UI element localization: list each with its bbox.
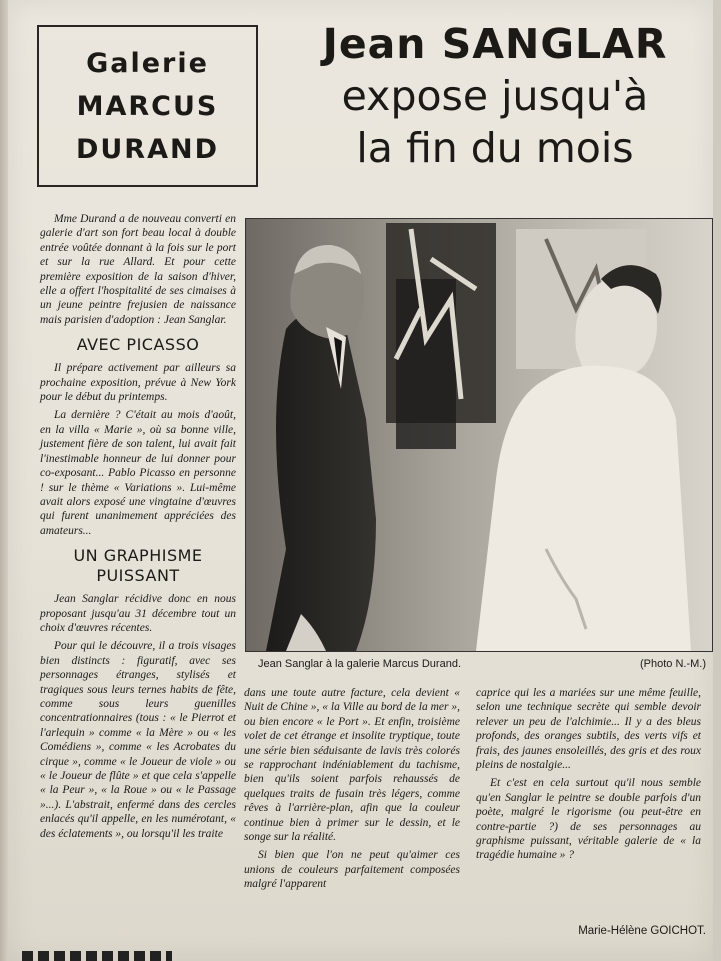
paragraph: Jean Sanglar récidive donc en nous proposant jusqu'au 31 décembre tout un choix d'œuvres récentes. xyxy=(40,593,236,634)
paragraph: caprice qui les a mariées sur une même feuille, selon une technique secrète qui semble devoir relever un peu de l'alchimie... Il y a des bleus profonds, des oranges subtils, des verts vifs et frais, des jaunes ensoleillés, des gris et des roux pleins de nostalgie... xyxy=(476,687,701,772)
photo-credit: (Photo N.-M.) xyxy=(639,658,706,670)
gallery-line-1: Galerie xyxy=(86,47,209,79)
paragraph: dans une toute autre facture, cela devient « Nuit de Chine », « la Ville au bord de la mer », ou bien encore « le Port ». Et enfin, troisième volet de cet étrange et insolite tryptique, toute une série bien séduisante de lavis très colorés se rapprochant indéniablement du tachisme, bien qu'ils soient parfois rehaussés de quelques traits de fusain très légers, comme rêves à l'arrière-plan, afin que la couleur continue bien à primer sur le dessin, et le songe sur la réalité. xyxy=(244,687,460,844)
next-article-strip xyxy=(8,947,713,961)
paragraph: Il prépare activement par ailleurs sa prochaine exposition, prévue à New York pour le début du printemps. xyxy=(40,362,236,404)
paragraph: Pour qui le découvre, il a trois visages bien distincts : figuratif, avec ses personnages étranges, stylisés et tragiques sous leurs ternes habits de fête, comme sous leurs guenilles concentrationnaires (tous : « le Pierrot et l'arlequin » comme « la Mère » ou « les Comédiens », comme « les Acrobates du cirque », comme « le Joueur de viole » ou « le Joueur de flûte » et que cela s'appelle « la Peur », « la Roue » ou « le Passage »...). L'abstrait, enfermé dans des cercles enlacés qu'il appelle, en les numérotant, « des éclatements », ou lorsqu'il les traite xyxy=(40,640,236,840)
subheading-line-2: PUISSANT xyxy=(96,566,180,586)
author-signature: Marie-Hélène GOICHOT. xyxy=(578,925,706,937)
paragraph: La dernière ? C'était au mois d'août, en la villa « Marie », où sa bonne ville, justement fière de son talent, lui avait fait l'inestimable honneur de lui donner pour co-exposant... Pablo Picasso en personne ! sur le thème « Variations ». Lui-même avait alors exposé une vingtaine d'œuvres qui furent unanimement appréciées des amateurs... xyxy=(40,409,236,537)
article-column-2 xyxy=(244,686,460,896)
subheading-avec-picasso: AVEC PICASSO xyxy=(76,335,200,355)
cut-off-heading xyxy=(22,951,172,961)
gallery-name-box xyxy=(37,25,258,187)
gallery-line-2: MARCUS xyxy=(76,90,219,122)
headline xyxy=(275,18,715,174)
article-column-1 xyxy=(40,212,236,845)
headline-line-1: Jean SANGLAR xyxy=(322,20,668,68)
gallery-line-3: DURAND xyxy=(75,133,220,165)
intro-paragraph: Mme Durand a de nouveau converti en galerie d'art son fort beau local à double entrée voûtée donnant à la fois sur le port et sur la rue Allard. Et pour cette première exposition de la saison d'hiver, elle a offert l'hospitalité de ses cimaises à un jeune peintre frejusien de naissance mais parisien d'adoption : Jean Sanglar. xyxy=(40,213,236,326)
article-column-3 xyxy=(476,686,701,867)
subheading-graphisme xyxy=(40,546,236,586)
headline-line-2: expose jusqu'à xyxy=(341,72,649,120)
paragraph: Si bien que l'on ne peut qu'aimer ces unions de couleurs parfaitement composées malgré l'apparent xyxy=(244,849,460,891)
photograph xyxy=(245,218,713,652)
headline-line-3: la fin du mois xyxy=(356,124,634,172)
paragraph: Et c'est en cela surtout qu'il nous semble qu'en Sanglar le peintre se double parfois d'un poète, malgré le rigorisme (ou peut-être en contre-partie ?) de ses personnages au graphisme puissant, véritable galerie de « la tragédie humaine » ? xyxy=(476,777,701,862)
caption-text: Jean Sanglar à la galerie Marcus Durand. xyxy=(258,658,462,670)
photo-caption xyxy=(258,658,706,670)
subheading-line-1: UN GRAPHISME xyxy=(73,546,203,566)
